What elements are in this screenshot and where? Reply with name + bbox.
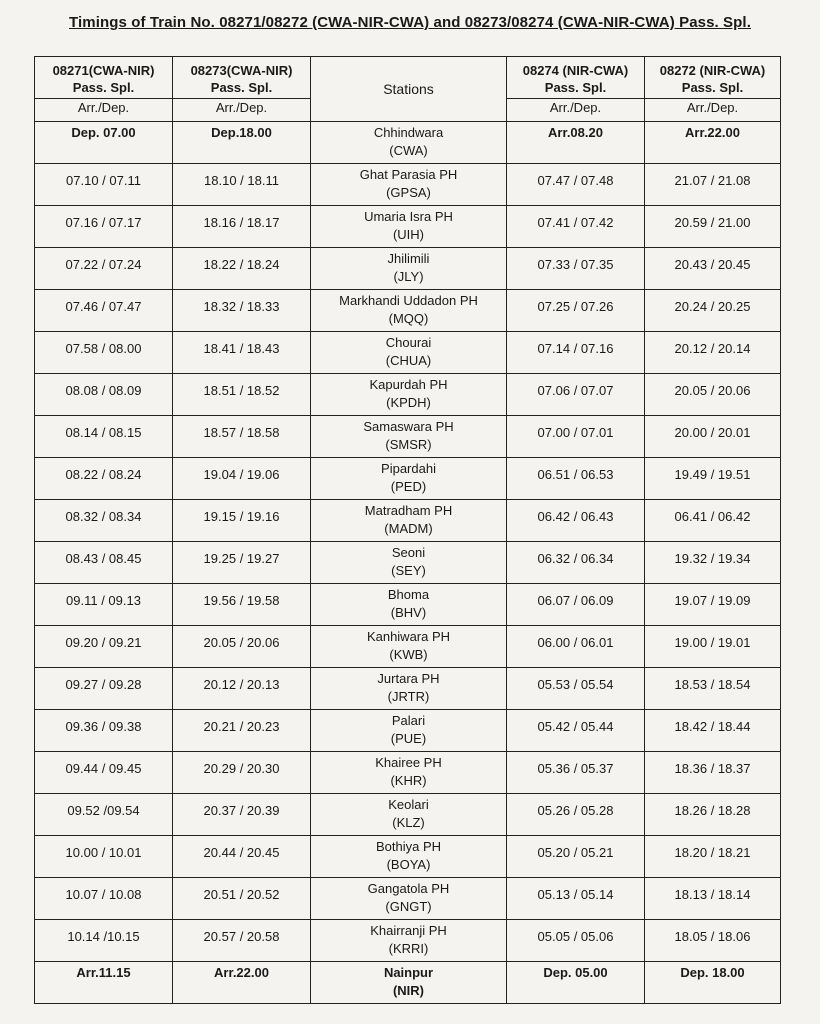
time-08271-value: 08.22 / 08.24 (65, 467, 142, 482)
time-08271-value: 08.43 / 08.45 (65, 551, 142, 566)
table-row (35, 836, 781, 878)
time-08274-value: 07.41 / 07.42 (537, 215, 614, 230)
time-08271-value: 07.10 / 07.11 (66, 173, 141, 188)
time-08271 (35, 290, 173, 332)
table-row (35, 920, 781, 962)
time-08274 (507, 500, 645, 542)
time-08274 (507, 668, 645, 710)
header-stations: Stations (311, 57, 507, 122)
time-08271 (35, 878, 173, 920)
time-08273 (173, 416, 311, 458)
time-08274 (507, 962, 645, 1004)
time-08274 (507, 836, 645, 878)
station-name: Umaria Isra PH (364, 209, 453, 224)
station-cell (311, 206, 507, 248)
time-08273 (173, 626, 311, 668)
time-08274-value: 06.42 / 06.43 (537, 509, 614, 524)
station-code: (KRRI) (388, 941, 429, 956)
header-08271: 08271(CWA-NIR) Pass. Spl. Arr./Dep. (35, 57, 173, 122)
time-08271 (35, 500, 173, 542)
time-08271-value: 09.20 / 09.21 (65, 635, 142, 650)
time-08273 (173, 206, 311, 248)
time-08273-value: 19.15 / 19.16 (203, 509, 280, 524)
station-cell (311, 752, 507, 794)
time-08274 (507, 752, 645, 794)
time-08273-value: 20.51 / 20.52 (203, 887, 280, 902)
time-08271-value: 10.07 / 10.08 (65, 887, 142, 902)
time-08272 (645, 206, 781, 248)
time-08273 (173, 290, 311, 332)
table-row (35, 878, 781, 920)
time-08271 (35, 542, 173, 584)
station-name: Khairee PH (375, 755, 442, 770)
station-code: (KWB) (389, 647, 428, 662)
station-code: (BOYA) (386, 857, 431, 872)
time-08273 (173, 836, 311, 878)
table-row (35, 416, 781, 458)
time-08271-value: 07.16 / 07.17 (65, 215, 142, 230)
time-08271 (35, 794, 173, 836)
time-08271-value: 10.00 / 10.01 (65, 845, 142, 860)
time-08272-value: 21.07 / 21.08 (674, 173, 751, 188)
time-08273-value: 20.29 / 20.30 (203, 761, 280, 776)
time-08272 (645, 416, 781, 458)
time-08273-value: 20.12 / 20.13 (203, 677, 280, 692)
time-08271 (35, 206, 173, 248)
station-code: (MQQ) (388, 311, 429, 326)
time-08273-value: 18.16 / 18.17 (203, 215, 280, 230)
station-name: Jhilimili (387, 251, 430, 266)
time-08271-value: 09.27 / 09.28 (65, 677, 142, 692)
station-cell (311, 374, 507, 416)
time-08274-value: 06.32 / 06.34 (537, 551, 614, 566)
time-08274-value: 05.20 / 05.21 (537, 845, 614, 860)
time-08273-value: Arr.22.00 (214, 965, 269, 980)
time-08272-value: 18.05 / 18.06 (674, 929, 751, 944)
station-code: (MADM) (384, 521, 433, 536)
station-cell (311, 878, 507, 920)
time-08274 (507, 206, 645, 248)
time-08273 (173, 794, 311, 836)
station-name: Khairranji PH (370, 923, 447, 938)
header-08273: 08273(CWA-NIR) Pass. Spl. Arr./Dep. (173, 57, 311, 122)
station-code: (CWA) (389, 143, 428, 158)
time-08272 (645, 500, 781, 542)
time-08271 (35, 626, 173, 668)
time-08272-value: 18.42 / 18.44 (674, 719, 751, 734)
time-08273 (173, 584, 311, 626)
station-code: (GPSA) (386, 185, 431, 200)
time-08273 (173, 164, 311, 206)
table-row (35, 500, 781, 542)
time-08274-value: 06.00 / 06.01 (537, 635, 614, 650)
time-08273 (173, 668, 311, 710)
station-code: (NIR) (392, 983, 425, 998)
time-08273 (173, 752, 311, 794)
station-cell (311, 668, 507, 710)
time-08271 (35, 920, 173, 962)
table-row (35, 752, 781, 794)
station-name: Ghat Parasia PH (359, 167, 458, 182)
timetable (34, 56, 781, 1004)
time-08273-value: Dep.18.00 (211, 125, 272, 140)
time-08274 (507, 878, 645, 920)
station-code: (PUE) (390, 731, 427, 746)
table-row (35, 122, 781, 164)
time-08272 (645, 374, 781, 416)
time-08273-value: 18.22 / 18.24 (203, 257, 280, 272)
station-name: Jurtara PH (377, 671, 440, 686)
time-08274 (507, 332, 645, 374)
station-cell (311, 584, 507, 626)
time-08272-value: 20.59 / 21.00 (674, 215, 751, 230)
time-08273 (173, 458, 311, 500)
time-08271-value: 09.44 / 09.45 (65, 761, 142, 776)
station-name: Keolari (388, 797, 429, 812)
time-08271 (35, 122, 173, 164)
station-code: (UIH) (392, 227, 425, 242)
time-08272-value: 19.49 / 19.51 (674, 467, 751, 482)
time-08271-value: 07.22 / 07.24 (65, 257, 142, 272)
time-08272-value: 20.24 / 20.25 (674, 299, 751, 314)
time-08272 (645, 248, 781, 290)
time-08271 (35, 836, 173, 878)
station-code: (PED) (390, 479, 427, 494)
station-cell (311, 794, 507, 836)
time-08271-value: 10.14 /10.15 (67, 929, 140, 944)
table-row (35, 332, 781, 374)
time-08271 (35, 164, 173, 206)
time-08271-value: 08.14 / 08.15 (65, 425, 142, 440)
station-name: Seoni (391, 545, 426, 560)
time-08274-value: Dep. 05.00 (543, 965, 608, 980)
station-cell (311, 962, 507, 1004)
station-name: Chourai (385, 335, 432, 350)
station-name: Kanhiwara PH (366, 629, 451, 644)
time-08271-value: 09.36 / 09.38 (65, 719, 142, 734)
table-row (35, 206, 781, 248)
time-08274-value: 05.13 / 05.14 (537, 887, 614, 902)
time-08272 (645, 626, 781, 668)
time-08272-value: 18.36 / 18.37 (674, 761, 751, 776)
time-08272 (645, 752, 781, 794)
time-08274 (507, 794, 645, 836)
table-row (35, 584, 781, 626)
station-cell (311, 626, 507, 668)
time-08274 (507, 374, 645, 416)
time-08272-value: 06.41 / 06.42 (674, 509, 751, 524)
time-08273 (173, 542, 311, 584)
table-row (35, 290, 781, 332)
time-08271 (35, 374, 173, 416)
time-08271-value: 07.46 / 07.47 (65, 299, 142, 314)
time-08274-value: 07.47 / 07.48 (537, 173, 614, 188)
station-code: (KPDH) (386, 395, 431, 410)
station-name: Chhindwara (373, 125, 444, 140)
time-08271 (35, 962, 173, 1004)
time-08272-value: 18.26 / 18.28 (674, 803, 751, 818)
time-08272-value: 18.20 / 18.21 (674, 845, 751, 860)
time-08273 (173, 248, 311, 290)
time-08273 (173, 332, 311, 374)
time-08272 (645, 122, 781, 164)
station-cell (311, 458, 507, 500)
time-08273-value: 20.57 / 20.58 (203, 929, 280, 944)
time-08273 (173, 962, 311, 1004)
time-08271-value: 09.52 /09.54 (67, 803, 140, 818)
time-08271 (35, 248, 173, 290)
time-08274 (507, 248, 645, 290)
table-row (35, 164, 781, 206)
station-name: Markhandi Uddadon PH (339, 293, 478, 308)
time-08274 (507, 542, 645, 584)
table-row (35, 962, 781, 1004)
station-cell (311, 836, 507, 878)
time-08272-value: 19.07 / 19.09 (674, 593, 751, 608)
time-08274 (507, 920, 645, 962)
time-08271 (35, 710, 173, 752)
station-cell (311, 920, 507, 962)
station-name: Bhoma (387, 587, 430, 602)
station-code: (SEY) (391, 563, 426, 578)
station-cell (311, 164, 507, 206)
time-08274-value: 05.26 / 05.28 (537, 803, 614, 818)
time-08272 (645, 878, 781, 920)
time-08272 (645, 794, 781, 836)
station-cell (311, 416, 507, 458)
time-08271 (35, 458, 173, 500)
time-08273 (173, 878, 311, 920)
time-08272-value: 20.12 / 20.14 (674, 341, 751, 356)
time-08272 (645, 542, 781, 584)
station-code: (KLZ) (392, 815, 425, 830)
time-08274-value: 05.36 / 05.37 (537, 761, 614, 776)
time-08274-value: Arr.08.20 (548, 125, 603, 140)
station-code: (BHV) (390, 605, 427, 620)
time-08274-value: 07.06 / 07.07 (537, 383, 614, 398)
time-08272 (645, 962, 781, 1004)
station-cell (311, 500, 507, 542)
time-08273-value: 20.37 / 20.39 (203, 803, 280, 818)
time-08272 (645, 710, 781, 752)
time-08273-value: 19.25 / 19.27 (203, 551, 280, 566)
station-name: Palari (391, 713, 426, 728)
time-08273-value: 20.21 / 20.23 (203, 719, 280, 734)
station-cell (311, 248, 507, 290)
time-08274 (507, 626, 645, 668)
time-08274 (507, 164, 645, 206)
time-08273-value: 20.05 / 20.06 (203, 635, 280, 650)
station-code: (JRTR) (387, 689, 430, 704)
station-name: Kapurdah PH (369, 377, 448, 392)
time-08272 (645, 332, 781, 374)
time-08273-value: 18.10 / 18.11 (204, 173, 279, 188)
time-08274 (507, 458, 645, 500)
time-08272-value: Arr.22.00 (685, 125, 740, 140)
header-08272: 08272 (NIR-CWA) Pass. Spl. Arr./Dep. (645, 57, 781, 122)
document-title: Timings of Train No. 08271/08272 (CWA-NIR-CWA) and 08273/08274 (CWA-NIR-CWA) Pass. Spl. (69, 14, 751, 31)
header-row (35, 57, 781, 122)
time-08273-value: 18.51 / 18.52 (203, 383, 280, 398)
time-08273-value: 18.41 / 18.43 (203, 341, 280, 356)
time-08271-value: 08.32 / 08.34 (65, 509, 142, 524)
time-08273-value: 18.32 / 18.33 (203, 299, 280, 314)
station-name: Bothiya PH (375, 839, 442, 854)
time-08274-value: 07.25 / 07.26 (537, 299, 614, 314)
time-08272-value: 19.00 / 19.01 (674, 635, 751, 650)
table-row (35, 668, 781, 710)
time-08273 (173, 122, 311, 164)
time-08274-value: 06.07 / 06.09 (537, 593, 614, 608)
time-08272-value: 20.00 / 20.01 (674, 425, 751, 440)
time-08273 (173, 374, 311, 416)
time-08271 (35, 332, 173, 374)
time-08272 (645, 920, 781, 962)
time-08274 (507, 290, 645, 332)
station-name: Nainpur (383, 965, 434, 980)
time-08273 (173, 920, 311, 962)
time-08272 (645, 668, 781, 710)
time-08271 (35, 752, 173, 794)
time-08272 (645, 584, 781, 626)
station-code: (JLY) (393, 269, 424, 284)
time-08271-value: Dep. 07.00 (71, 125, 136, 140)
station-cell (311, 332, 507, 374)
time-08272-value: 19.32 / 19.34 (674, 551, 751, 566)
time-08271-value: 09.11 / 09.13 (66, 593, 141, 608)
time-08274-value: 05.42 / 05.44 (537, 719, 614, 734)
time-08274-value: 07.00 / 07.01 (537, 425, 614, 440)
time-08274-value: 05.53 / 05.54 (537, 677, 614, 692)
time-08273-value: 20.44 / 20.45 (203, 845, 280, 860)
table-row (35, 248, 781, 290)
table-row (35, 710, 781, 752)
time-08274 (507, 122, 645, 164)
time-08272 (645, 290, 781, 332)
time-08271-value: 07.58 / 08.00 (65, 341, 142, 356)
time-08272-value: 20.43 / 20.45 (674, 257, 751, 272)
time-08271-value: 08.08 / 08.09 (65, 383, 142, 398)
time-08273 (173, 500, 311, 542)
time-08273 (173, 710, 311, 752)
timetable-body (35, 122, 781, 1004)
time-08272 (645, 458, 781, 500)
time-08272-value: 20.05 / 20.06 (674, 383, 751, 398)
time-08272-value: 18.13 / 18.14 (674, 887, 751, 902)
time-08274-value: 07.33 / 07.35 (537, 257, 614, 272)
station-cell (311, 122, 507, 164)
station-name: Samaswara PH (363, 419, 454, 434)
table-row (35, 626, 781, 668)
station-cell (311, 542, 507, 584)
station-cell (311, 710, 507, 752)
time-08273-value: 19.56 / 19.58 (203, 593, 280, 608)
time-08273-value: 18.57 / 18.58 (203, 425, 280, 440)
station-cell (311, 290, 507, 332)
station-code: (KHR) (390, 773, 427, 788)
table-row (35, 374, 781, 416)
time-08274-value: 05.05 / 05.06 (537, 929, 614, 944)
station-name: Gangatola PH (367, 881, 450, 896)
time-08272 (645, 164, 781, 206)
station-code: (CHUA) (385, 353, 432, 368)
table-row (35, 542, 781, 584)
time-08274-value: 07.14 / 07.16 (537, 341, 614, 356)
station-name: Matradham PH (364, 503, 453, 518)
table-row (35, 458, 781, 500)
time-08271 (35, 668, 173, 710)
time-08272 (645, 836, 781, 878)
time-08272-value: 18.53 / 18.54 (674, 677, 751, 692)
time-08271 (35, 416, 173, 458)
time-08274 (507, 584, 645, 626)
header-08274: 08274 (NIR-CWA) Pass. Spl. Arr./Dep. (507, 57, 645, 122)
time-08271-value: Arr.11.15 (76, 965, 131, 980)
time-08273-value: 19.04 / 19.06 (203, 467, 280, 482)
time-08272-value: Dep. 18.00 (680, 965, 745, 980)
station-name: Pipardahi (381, 461, 436, 476)
station-code: (SMSR) (385, 437, 432, 452)
time-08274-value: 06.51 / 06.53 (537, 467, 614, 482)
table-row (35, 794, 781, 836)
time-08274 (507, 710, 645, 752)
station-code: (GNGT) (385, 899, 432, 914)
time-08271 (35, 584, 173, 626)
time-08274 (507, 416, 645, 458)
